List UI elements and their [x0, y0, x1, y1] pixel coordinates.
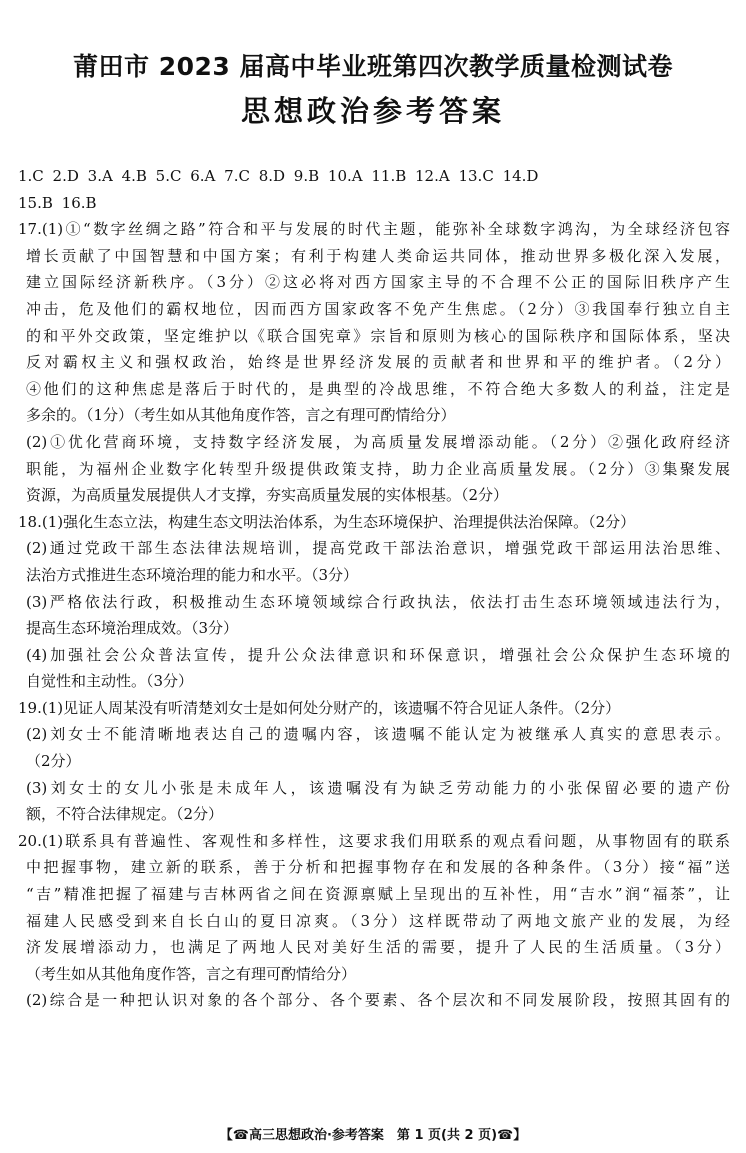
answer-line: 中把握事物，建立新的联系，善于分析和把握事物存在和发展的各种条件。（3分）接“福”送 — [26, 858, 730, 877]
answer-line: (2)综合是一种把认识对象的各个部分、各个要素、各个层次和不同发展阶段，按照其固有的 — [26, 991, 730, 1010]
answer-line: “吉”精准把握了福建与吉林两省之间在资源禀赋上呈现出的互补性，用“吉水”润“福茶”，让 — [26, 885, 730, 904]
answer-line: 济发展增添动力，也满足了两地人民对美好生活的需要，提升了人民的生活质量。（3分） — [26, 938, 730, 957]
exam-title: 莆田市 2023 届高中毕业班第四次教学质量检测试卷 — [73, 52, 673, 81]
choice-answers — [18, 163, 730, 216]
answer-line: 18.(1)强化生态立法，构建生态文明法治体系，为生态环境保护、治理提供法治保障。（2分） — [18, 512, 636, 531]
answer-line: (4)加强社会公众普法宣传，提升公众法律意识和环保意识，增强社会公众保护生态环境的 — [26, 645, 730, 664]
question-block — [18, 828, 730, 1014]
answer-line: 提高生态环境治理成效。（3分） — [26, 619, 239, 638]
answer-line: 法治方式推进生态环境治理的能力和水平。（3分） — [26, 565, 359, 584]
answer-line: 额，不符合法律规定。（2分） — [26, 805, 224, 824]
answer-line: (2)①优化营商环境，支持数字经济发展，为高质量发展增添动能。（2分）②强化政府经济 — [26, 432, 730, 451]
page-footer: 【☎高三思想政治·参考答案 第 1 页(共 2 页)☎】 — [219, 1128, 527, 1143]
answer-line: 19.(1)见证人周某没有听清楚刘女士是如何处分财产的，该遗嘱不符合见证人条件。（2分） — [18, 698, 621, 717]
answer-line: 20.(1)联系具有普遍性、客观性和多样性，这要求我们用联系的观点看问题，从事物固有的联系 — [18, 831, 730, 850]
answer-line: （2分） — [26, 752, 81, 771]
question-block — [18, 509, 730, 695]
question-list — [18, 216, 730, 1014]
question-block — [18, 695, 730, 828]
choice-answers-line: 15.B 16.B — [18, 193, 97, 212]
answer-line: 职能，为福州企业数字化转型升级提供政策支持，助力企业高质量发展。（2分）③集聚发展 — [26, 459, 730, 478]
answer-line: 多余的。（1分）（考生如从其他角度作答，言之有理可酌情给分） — [26, 406, 456, 425]
answer-line: 17.(1)①“数字丝绸之路”符合和平与发展的时代主题，能弥补全球数字鸿沟，为全球经济包容 — [18, 220, 730, 239]
answer-line: (3)刘女士的女儿小张是未成年人，该遗嘱没有为缺乏劳动能力的小张保留必要的遗产份 — [26, 778, 730, 797]
answer-line: ④他们的这种焦虑是落后于时代的，是典型的冷战思维，不符合绝大多数人的利益，注定是 — [26, 379, 730, 398]
answer-line: (2)通过党政干部生态法律法规培训，提高党政干部法治意识，增强党政干部运用法治思维、 — [26, 539, 730, 558]
answer-line: 建立国际经济新秩序。（3分）②这必将对西方国家主导的不合理不公正的国际旧秩序产生 — [26, 273, 730, 292]
answer-line: 冲击，危及他们的霸权地位，因而西方国家政客不免产生焦虑。（2分）③我国奉行独立自主 — [26, 299, 730, 318]
answer-line: 福建人民感受到来自长白山的夏日凉爽。（3分）这样既带动了两地文旅产业的发展，为经 — [26, 911, 730, 930]
answer-line: 资源，为高质量发展提供人才支撑，夯实高质量发展的实体根基。（2分） — [26, 486, 509, 505]
question-block — [18, 216, 730, 509]
answer-body — [18, 163, 730, 1014]
answer-line: (3)严格依法行政，积极推动生态环境领域综合行政执法，依法打击生态环境领域违法行为， — [26, 592, 730, 611]
answer-line: 的和平外交政策，坚定维护以《联合国宪章》宗旨和原则为核心的国际秩序和国际体系，坚决 — [26, 326, 730, 345]
answer-key-subtitle: 思想政治参考答案 — [240, 94, 505, 128]
answer-line: 自觉性和主动性。（3分） — [26, 672, 194, 691]
choice-answers-line: 1.C 2.D 3.A 4.B 5.C 6.A 7.C 8.D 9.B 10.A 11.B 12.A 13.C 14.D — [18, 167, 539, 185]
answer-line: 增长贡献了中国智慧和中国方案；有利于构建人类命运共同体，推动世界多极化深入发展， — [26, 246, 730, 265]
answer-line: (2)刘女士不能清晰地表达自己的遗嘱内容，该遗嘱不能认定为被继承人真实的意思表示。 — [26, 725, 730, 744]
answer-line: （考生如从其他角度作答，言之有理可酌情给分） — [26, 964, 357, 983]
answer-line: 反对霸权主义和强权政治，始终是世界经济发展的贡献者和世界和平的维护者。（2分） — [26, 353, 730, 372]
